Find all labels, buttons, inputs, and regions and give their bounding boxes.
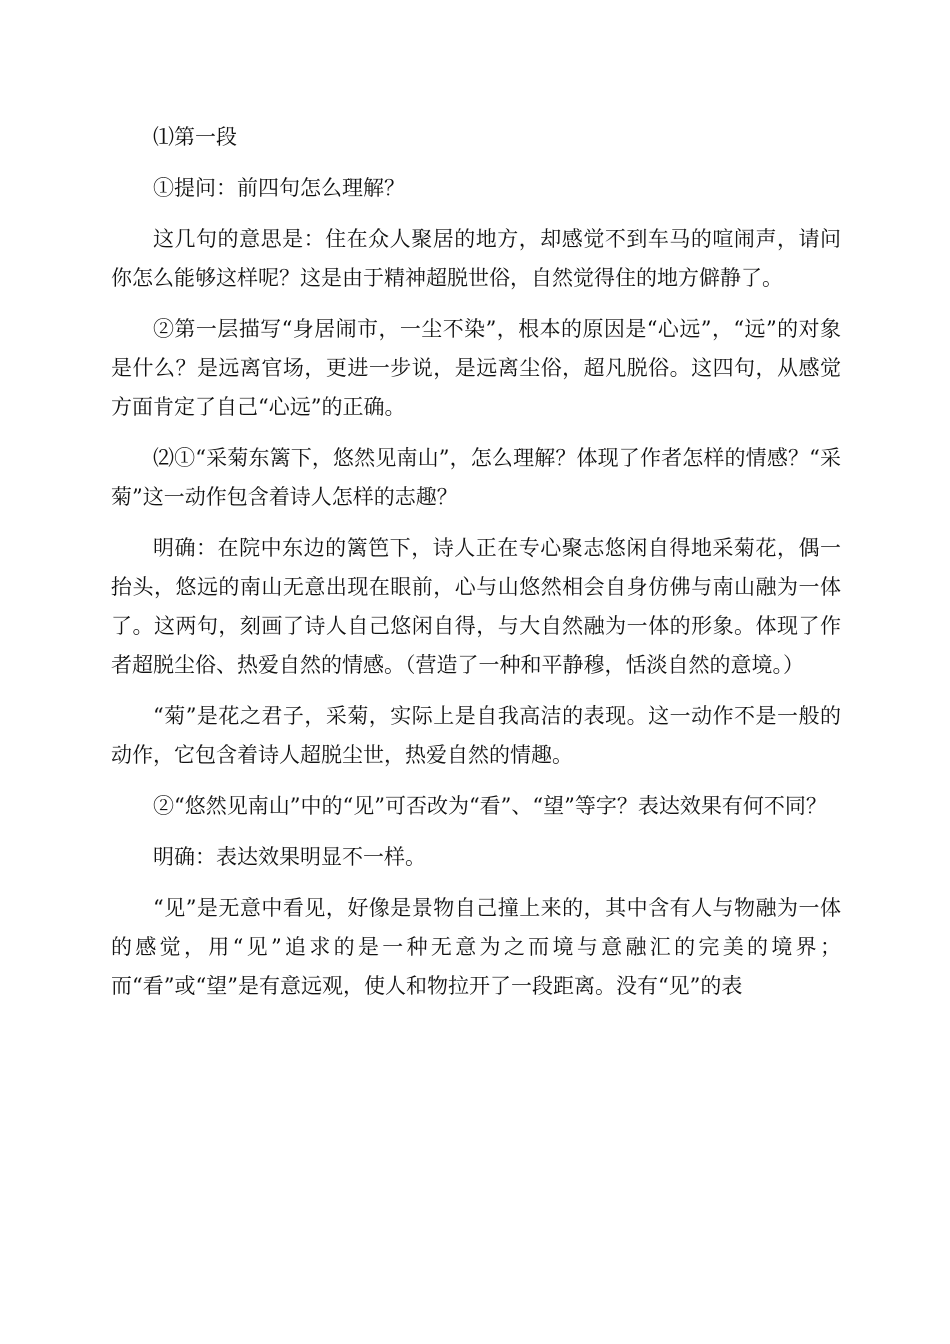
paragraph-question-3: ⑵①“采菊东篱下，悠然见南山”，怎么理解？体现了作者怎样的情感？“采菊”这一动作包含着诗人怎样的志趣？ xyxy=(111,446,841,509)
paragraph-answer-1: 这几句的意思是：住在众人聚居的地方，却感觉不到车马的喧闹声，请问你怎么能够这样呢？这是由于精神超脱世俗，自然觉得住的地方僻静了。 xyxy=(111,227,841,290)
paragraph-chrysanthemum: “菊”是花之君子，采菊，实际上是自我高洁的表现。这一动作不是一般的动作，它包含着诗人超脱尘世，热爱自然的情趣。 xyxy=(111,704,841,767)
paragraph-answer-3: 明确：在院中东边的篱笆下，诗人正在专心聚志悠闲自得地采菊花，偶一抬头，悠远的南山无意出现在眼前，心与山悠然相会自身仿佛与南山融为一体了。这两句，刻画了诗人自己悠闲自得，与大自然融为一体的形象。体现了作者超脱尘俗、热爱自然的情感。（营造了一种和平静穆，恬淡自然的意境。） xyxy=(111,536,841,677)
document-body xyxy=(111,118,841,1006)
paragraph-question-1: ①提问：前四句怎么理解？ xyxy=(153,176,405,200)
paragraph-section-heading: ⑴第一段 xyxy=(153,125,237,149)
paragraph-answer-4: 明确：表达效果明显不一样。 xyxy=(153,845,426,869)
paragraph-explanation-4: “见”是无意中看见，好像是景物自己撞上来的，其中含有人与物融为一体的感觉，用“见”追求的是一种无意为之而境与意融汇的完美的境界；而“看”或“望”是有意远观，使人和物拉开了一段距离。没有“见”的表 xyxy=(111,896,841,998)
paragraph-question-2: ②第一层描写“身居闹市，一尘不染”，根本的原因是“心远”，“远”的对象是什么？是远离官场，更进一步说，是远离尘俗，超凡脱俗。这四句，从感觉方面肯定了自己“心远”的正确。 xyxy=(111,317,841,419)
paragraph-question-4: ②“悠然见南山”中的“见”可否改为“看”、“望”等字？表达效果有何不同？ xyxy=(153,794,827,818)
